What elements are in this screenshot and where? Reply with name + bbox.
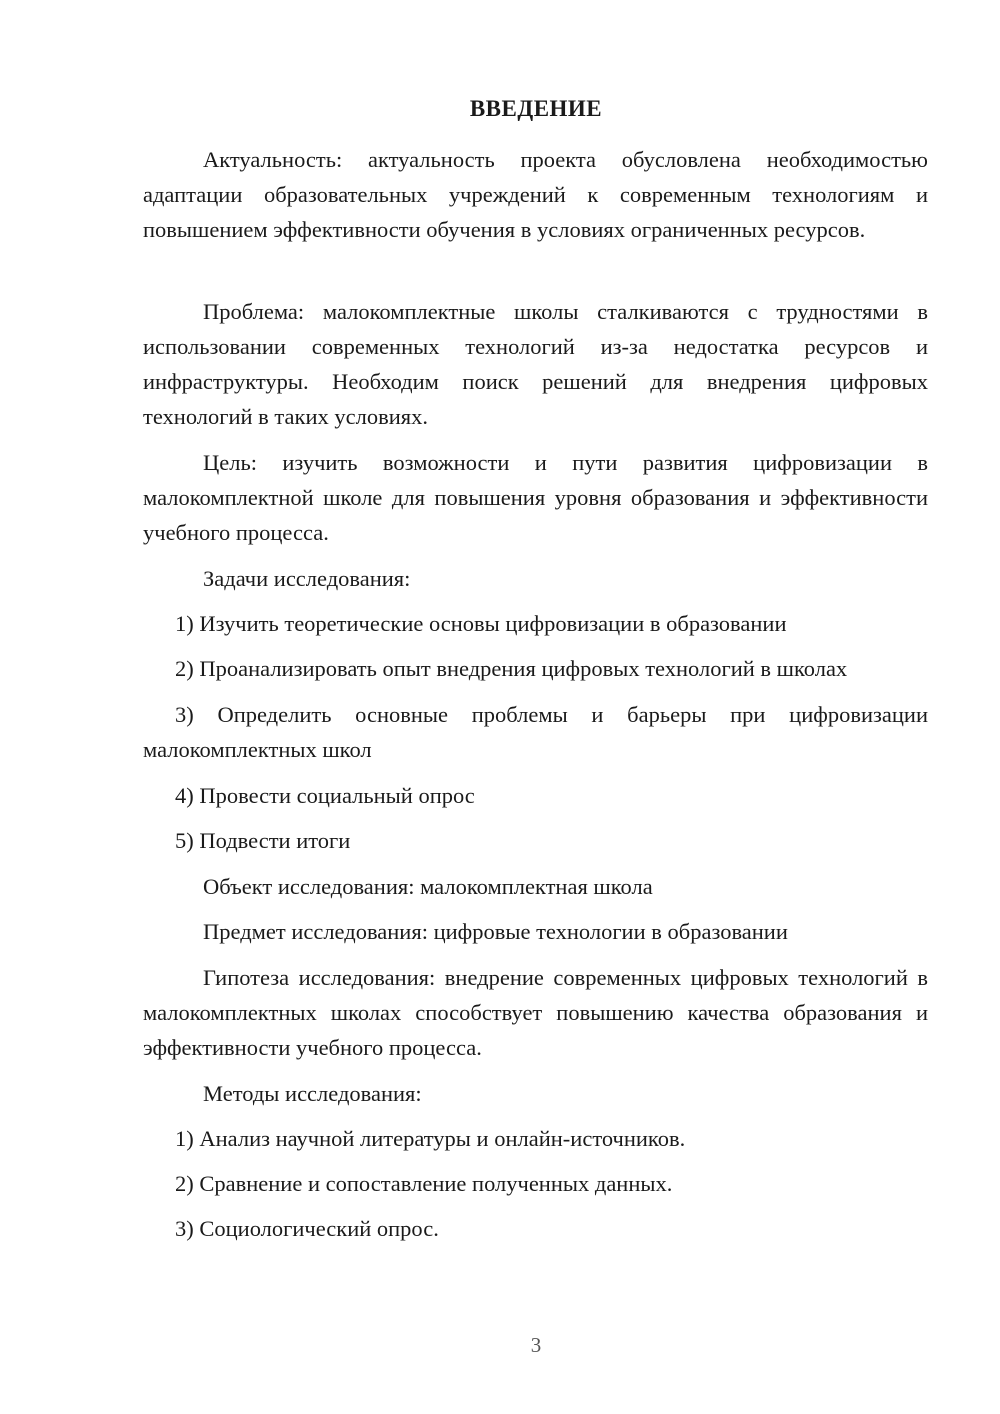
task-item-5: 5) Подвести итоги [175, 828, 351, 853]
problem-paragraph: Проблема: малокомплектные школы сталкиваются с трудностями в использовании современных технологий из-за недостатка ресурсов и инфраструктуры. Необходим поиск решений для внедрения цифровых технологий в таких условиях. [143, 299, 928, 429]
method-item-3: 3) Социологический опрос. [175, 1216, 439, 1241]
page-number: 3 [530, 1333, 542, 1357]
task-item-2: 2) Проанализировать опыт внедрения цифровых технологий в школах [175, 656, 848, 681]
methods-heading: Методы исследования: [203, 1081, 422, 1106]
object-line: Объект исследования: малокомплектная школа [203, 874, 653, 899]
method-item-1: 1) Анализ научной литературы и онлайн-источников. [175, 1126, 686, 1151]
task-item-4: 4) Провести социальный опрос [175, 783, 475, 808]
hypothesis-paragraph: Гипотеза исследования: внедрение современных цифровых технологий в малокомплектных школах способствует повышению качества образования и эффективности учебного процесса. [143, 965, 928, 1060]
goal-paragraph: Цель: изучить возможности и пути развития цифровизации в малокомплектной школе для повышения уровня образования и эффективности учебного процесса. [143, 450, 928, 545]
relevance-paragraph: Актуальность: актуальность проекта обусловлена необходимостью адаптации образовательных учреждений к современным технологиям и повышением эффективности обучения в условиях ограниченных ресурсов. [143, 147, 928, 242]
tasks-heading: Задачи исследования: [203, 566, 411, 591]
subject-line: Предмет исследования: цифровые технологии в образовании [203, 919, 788, 944]
task-item-1: 1) Изучить теоретические основы цифровизации в образовании [175, 611, 787, 636]
section-title: ВВЕДЕНИЕ [469, 96, 603, 121]
task-item-3: 3) Определить основные проблемы и барьеры при цифровизации малокомплектных школ [143, 702, 928, 762]
method-item-2: 2) Сравнение и сопоставление полученных данных. [175, 1171, 673, 1196]
